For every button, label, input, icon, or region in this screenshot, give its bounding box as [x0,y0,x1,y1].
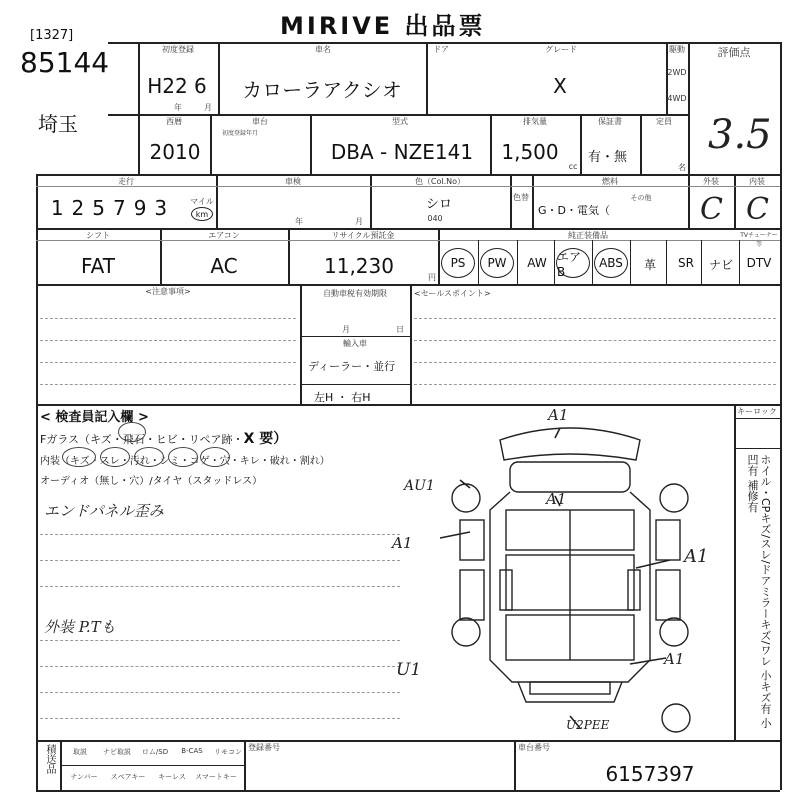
delivery-item: 取説 [73,748,87,756]
equipment-item: AW [527,256,547,270]
region: 埼玉 [38,112,78,136]
equipment-item: DTV [746,256,772,270]
delivery-item: スペアキー [110,773,146,781]
handle-label: 左H ・ 右H [314,391,371,404]
shaken-label: 車検 [285,177,301,186]
shift-value: FAT [80,254,115,278]
inspection-label: 保証書 [598,117,622,126]
first-reg-value: H22 6 [147,74,207,98]
damage-mark-front-left: AU1 [404,478,435,494]
year-unit: 年 [174,103,182,112]
km-unit: km [191,207,213,221]
page-title: MIRIVE 出品票 [280,12,486,40]
dealer-label: ディーラー・並行 [308,360,396,373]
inspection-value: 有・無 [588,150,628,165]
audio-line: オーディオ（無し・穴）/タイヤ（スタッドレス） [40,476,263,487]
receipt-label: 車台番号 [518,743,550,752]
expiry-month: 月 [342,325,350,334]
month-unit: 月 [204,103,212,112]
damage-mark-rear-right: A1 [664,650,685,668]
mileage-label: 走行 [118,177,134,186]
capacity-unit: 名 [678,163,686,172]
color-value: シロ [426,197,453,212]
damage-mark-front: A1 [548,406,569,424]
first-reg-label: 初度登録 [162,45,194,54]
paint-label: 色替 [513,193,529,202]
handwritten-note-1: エンドパネル歪み [44,502,164,520]
year-label: 西暦 [166,117,182,126]
delivery-item: ナビ取説 [103,748,131,756]
delivery-item: リモコン [214,748,242,756]
delivery-item: キーレス [158,773,186,781]
mileage-value: 125793 [50,196,176,220]
delivery-item: ナンバー [70,773,98,781]
recycle-value: 11,230 [324,254,394,278]
circle-mark [134,447,164,467]
yen-unit: 円 [428,273,436,282]
ac-label: エアコン [208,231,240,240]
exterior-label: 外装 [703,177,719,186]
lot-code: [1327] [30,28,74,43]
fuel-label: 燃料 [602,177,618,186]
drive-label: 駆動 [669,45,685,54]
color-code: 040 [427,214,443,223]
year-value: 2010 [149,140,201,164]
displacement-value: 1,500 [501,140,559,164]
car-diagram [430,420,730,740]
interior-label: 内装 [749,177,765,186]
interior-line: 内装（キズ・スレ・汚れ・シミ・コゲ・穴・キレ・破れ・割れ） [40,456,330,467]
displacement-label: 排気量 [523,117,547,126]
glass-x: X 要） [243,431,288,447]
circle-mark [200,447,230,467]
model-label: 型式 [392,117,408,126]
grade-label: グレード [545,45,577,54]
equipment-item: PW [480,248,514,278]
equipment-item: ナビ [708,258,733,272]
recycle-label: リサイクル預託金 [331,231,395,240]
expiry-day: 日 [396,325,404,334]
reg-note-label: 初度登録年月 [221,130,258,137]
exterior-value: C [700,192,723,227]
score-label: 評価点 [717,46,751,59]
delivery-item: B-CAS [181,747,203,755]
glass-line [40,428,287,448]
delivery-item: ロム/SD [141,748,169,756]
mile-unit: マイル [190,197,214,206]
shift-label: シフト [86,231,110,240]
equipment-label: 純正装備品 [568,231,608,240]
inspection-title: < 検査員記入欄 > [40,410,149,425]
circle-mark [168,447,198,467]
damage-mark-hood: A1 [546,490,567,508]
equipment-item: 革 [643,258,656,272]
fuel-value: G・D・電気（ [538,204,610,217]
circle-mark [62,447,96,467]
damage-mark-rear: U2PEE [566,718,610,732]
damage-mark-left-door: A1 [392,534,413,552]
door-label: ドア [433,45,449,54]
car-name-value: カローラアクシオ [242,78,402,102]
sales-point-label: <セールスポイント> [414,289,491,298]
drive-2wd: 2WD [667,68,687,77]
equipment-item: ABS [594,248,628,278]
import-label: 輸入車 [343,339,367,348]
interior-value: C [746,192,769,227]
receipt-value: 6157397 [605,762,695,786]
car-name-label: 車名 [315,45,331,54]
tuner-label: TVチューナー等 [740,232,778,248]
delivery-label: 積送品 [44,744,55,774]
color-label: 色（Col.No） [414,177,466,186]
capacity-label: 定員 [656,117,672,126]
key-lock-label: キーロック [737,407,777,416]
shaken-year: 年 [295,217,303,226]
glass-text: Fガラス（キズ・飛石・ヒビ・リペア跡・ [40,433,244,446]
side-note: ホイル・CPキズ/スレ/ドアミラーキズ/ワレ 小キズ有 小凹有 補修有 [746,454,772,729]
grade-value: X [553,74,567,98]
cc-unit: cc [568,162,578,171]
equipment-item: エアB [556,248,590,278]
equipment-item: SR [678,256,694,270]
expiry-label: 自動車税有効期限 [323,289,387,298]
fuel-other: その他 [630,194,652,202]
score-value: 3.5 [708,112,772,158]
circle-mark [100,447,130,467]
damage-mark-right-door: A1 [684,546,709,567]
equipment-item: PS [441,248,475,278]
damage-mark-rear-left: U1 [396,660,422,680]
shaken-month: 月 [355,217,363,226]
drive-4wd: 4WD [667,94,687,103]
chassis-label: 車台 [252,117,268,126]
circle-mark [118,422,146,442]
delivery-item: スマートキー [195,773,237,781]
handwritten-note-2: 外装 P.Tも [44,618,116,636]
ac-value: AC [210,254,238,278]
reg-label: 登録番号 [248,743,280,752]
lot-number: 85144 [20,46,110,79]
model-value: DBA - NZE141 [330,140,474,164]
caution-label: <注意事項> [145,287,191,296]
